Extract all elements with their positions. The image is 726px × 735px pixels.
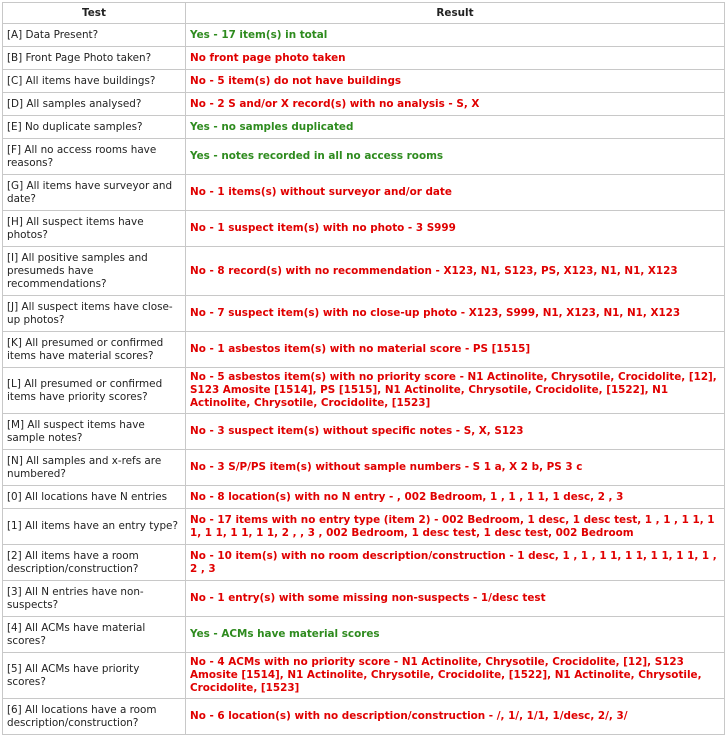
table-row xyxy=(3,24,725,47)
test-cell: [5] All ACMs have priority scores? xyxy=(3,653,186,699)
result-cell: Yes - notes recorded in all no access rooms xyxy=(186,139,725,175)
table-row xyxy=(3,450,725,486)
table-row xyxy=(3,581,725,617)
table-row xyxy=(3,70,725,93)
table-row xyxy=(3,47,725,70)
test-cell: [0] All locations have N entries xyxy=(3,486,186,509)
test-cell: [F] All no access rooms have reasons? xyxy=(3,139,186,175)
test-cell: [E] No duplicate samples? xyxy=(3,116,186,139)
result-cell: No - 1 asbestos item(s) with no material score - PS [1515] xyxy=(186,332,725,368)
table-row xyxy=(3,699,725,735)
test-cell: [I] All positive samples and presumeds have recommendations? xyxy=(3,247,186,296)
result-cell: No - 5 asbestos item(s) with no priority score - N1 Actinolite, Chrysotile, Crocidolite, [12], S123 Amosite [1514], PS [1515], N1 Actinolite, Chrysotile, Crocidolite, [1522], N1 Actinolite, Chrysotile, Crocidolite, [1523] xyxy=(186,368,725,414)
result-cell: No - 6 location(s) with no description/construction - /, 1/, 1/1, 1/desc, 2/, 3/ xyxy=(186,699,725,735)
result-cell: No front page photo taken xyxy=(186,47,725,70)
test-cell: [H] All suspect items have photos? xyxy=(3,211,186,247)
result-cell: No - 4 ACMs with no priority score - N1 Actinolite, Chrysotile, Crocidolite, [12], S123 Amosite [1514], N1 Actinolite, Chrysotile, Crocidolite, [1522], N1 Actinolite, Chrysotile, Crocidolite, [1523] xyxy=(186,653,725,699)
header-row xyxy=(3,3,725,24)
test-cell: [C] All items have buildings? xyxy=(3,70,186,93)
test-cell: [G] All items have surveyor and date? xyxy=(3,175,186,211)
result-cell: No - 5 item(s) do not have buildings xyxy=(186,70,725,93)
result-cell: Yes - 17 item(s) in total xyxy=(186,24,725,47)
result-cell: No - 8 location(s) with no N entry - , 002 Bedroom, 1 , 1 , 1 1, 1 desc, 2 , 3 xyxy=(186,486,725,509)
test-cell: [1] All items have an entry type? xyxy=(3,509,186,545)
result-cell: No - 10 item(s) with no room description/construction - 1 desc, 1 , 1 , 1 1, 1 1, 1 1, 1 1, 1 , 2 , 3 xyxy=(186,545,725,581)
result-cell: No - 2 S and/or X record(s) with no analysis - S, X xyxy=(186,93,725,116)
table-row xyxy=(3,332,725,368)
test-cell: [4] All ACMs have material scores? xyxy=(3,617,186,653)
table-row xyxy=(3,247,725,296)
table-row xyxy=(3,509,725,545)
table-row xyxy=(3,211,725,247)
test-cell: [J] All suspect items have close-up photos? xyxy=(3,296,186,332)
survey-checks-table xyxy=(2,2,725,735)
table-row xyxy=(3,617,725,653)
test-cell: [M] All suspect items have sample notes? xyxy=(3,414,186,450)
table-row xyxy=(3,93,725,116)
column-header-test: Test xyxy=(3,3,186,24)
table-row xyxy=(3,486,725,509)
table-row xyxy=(3,545,725,581)
table-row xyxy=(3,368,725,414)
result-cell: No - 8 record(s) with no recommendation - X123, N1, S123, PS, X123, N1, N1, X123 xyxy=(186,247,725,296)
table-row xyxy=(3,653,725,699)
test-cell: [D] All samples analysed? xyxy=(3,93,186,116)
test-cell: [A] Data Present? xyxy=(3,24,186,47)
test-cell: [L] All presumed or confirmed items have priority scores? xyxy=(3,368,186,414)
test-cell: [B] Front Page Photo taken? xyxy=(3,47,186,70)
result-cell: No - 1 entry(s) with some missing non-suspects - 1/desc test xyxy=(186,581,725,617)
table-row xyxy=(3,414,725,450)
result-cell: No - 3 suspect item(s) without specific notes - S, X, S123 xyxy=(186,414,725,450)
result-cell: No - 1 items(s) without surveyor and/or date xyxy=(186,175,725,211)
test-cell: [3] All N entries have non-suspects? xyxy=(3,581,186,617)
table-row xyxy=(3,116,725,139)
table-row xyxy=(3,139,725,175)
result-cell: Yes - no samples duplicated xyxy=(186,116,725,139)
result-cell: No - 17 items with no entry type (item 2) - 002 Bedroom, 1 desc, 1 desc test, 1 , 1 , 1 1, 1 1, 1 1, 1 1, 1 1, 2 , , 3 , 002 Bedroom, 1 desc test, 1 desc test, 002 Bedroom xyxy=(186,509,725,545)
result-cell: No - 3 S/P/PS item(s) without sample numbers - S 1 a, X 2 b, PS 3 c xyxy=(186,450,725,486)
column-header-result: Result xyxy=(186,3,725,24)
test-cell: [2] All items have a room description/construction? xyxy=(3,545,186,581)
table-row xyxy=(3,296,725,332)
table-row xyxy=(3,175,725,211)
result-cell: Yes - ACMs have material scores xyxy=(186,617,725,653)
test-cell: [N] All samples and x-refs are numbered? xyxy=(3,450,186,486)
test-cell: [6] All locations have a room description/construction? xyxy=(3,699,186,735)
test-cell: [K] All presumed or confirmed items have material scores? xyxy=(3,332,186,368)
result-cell: No - 1 suspect item(s) with no photo - 3 S999 xyxy=(186,211,725,247)
result-cell: No - 7 suspect item(s) with no close-up photo - X123, S999, N1, X123, N1, N1, X123 xyxy=(186,296,725,332)
